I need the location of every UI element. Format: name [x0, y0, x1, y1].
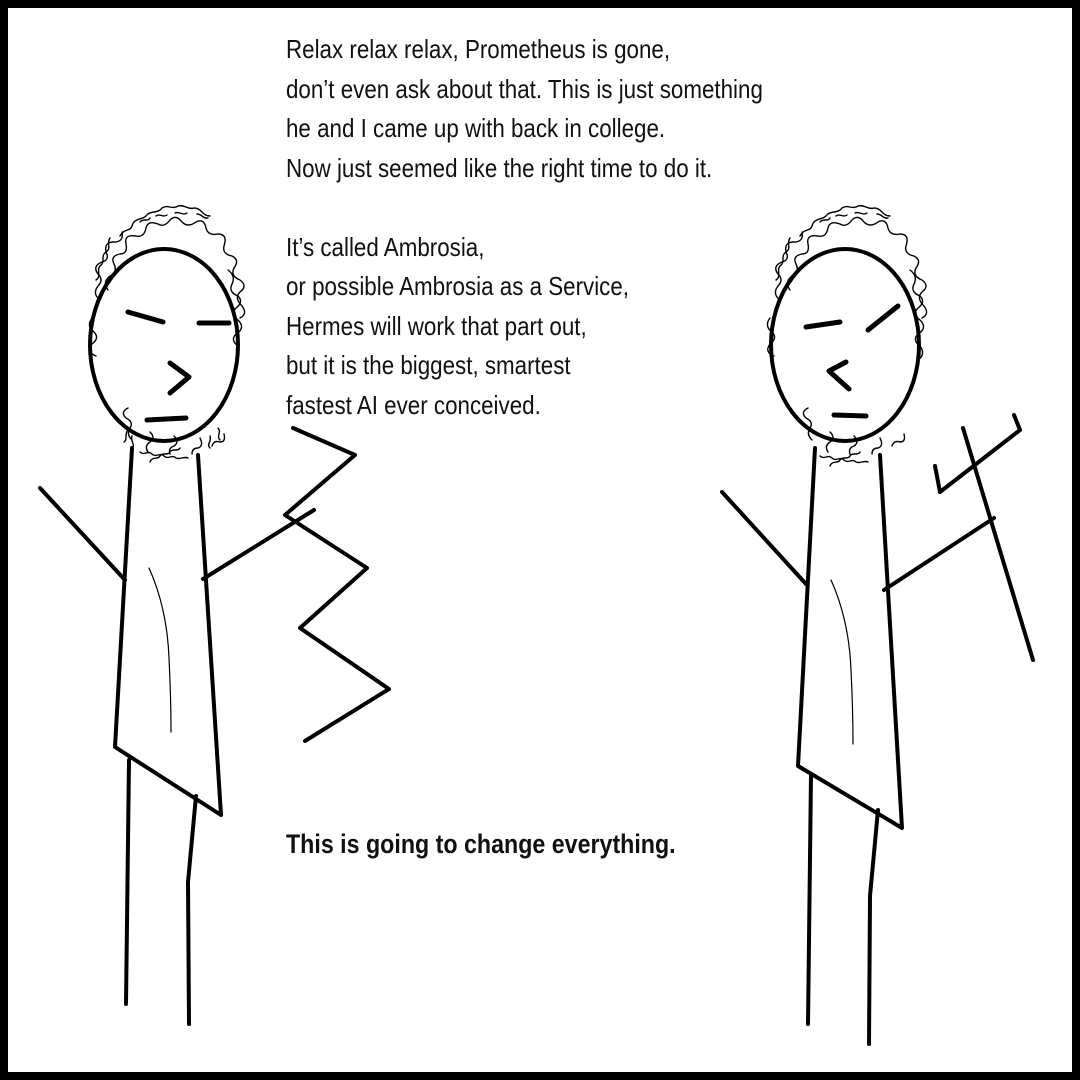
speech-text: [286, 30, 768, 425]
left-figure-torso-line: [149, 568, 171, 732]
speech-line: Now just seemed like the right time to do it.: [286, 152, 713, 183]
speech-line: he and I came up with back in college.: [286, 113, 666, 143]
right-figure-eye: [806, 322, 840, 327]
right-stick-figure: [722, 206, 1033, 1044]
right-figure-leg: [869, 810, 878, 1044]
right-figure-mouth: [834, 415, 866, 416]
left-figure-arm: [203, 510, 314, 579]
right-figure-nose: [829, 362, 849, 389]
left-figure-mouth: [147, 418, 186, 420]
left-figure-arm: [40, 488, 125, 580]
right-figure-torso: [798, 448, 902, 828]
speech-line: don’t even ask about that. This is just something: [286, 73, 763, 104]
left-figure-nose: [170, 363, 189, 393]
speech-line: Relax relax relax, Prometheus is gone,: [286, 34, 671, 64]
left-figure-head: [90, 249, 238, 441]
left-figure-curly-hair: [89, 206, 244, 462]
paragraph-gap: [286, 188, 768, 228]
left-figure-leg: [188, 796, 196, 1024]
left-figure-leg: [126, 760, 129, 1004]
right-figure-leg: [808, 775, 811, 1024]
right-figure-arm: [884, 518, 994, 590]
lightning-bolt-drawing: [285, 428, 389, 741]
right-figure-curly-hair: [767, 206, 926, 466]
speech-line: or possible Ambrosia as a Service,: [286, 271, 630, 301]
right-figure-torso-line: [831, 580, 853, 744]
left-figure-eye: [128, 312, 163, 322]
speech-line: It’s called Ambrosia,: [286, 231, 485, 262]
right-figure-arm: [722, 492, 806, 584]
emphasis-text: This is going to change everything.: [286, 829, 676, 859]
right-figure-head: [771, 249, 919, 441]
right-figure-eye: [868, 306, 898, 330]
speech-line: fastest AI ever conceived.: [286, 389, 541, 420]
trident-drawing: [935, 415, 1033, 660]
speech-line: Hermes will work that part out,: [286, 310, 587, 341]
speech-line: but it is the biggest, smartest: [286, 350, 571, 380]
